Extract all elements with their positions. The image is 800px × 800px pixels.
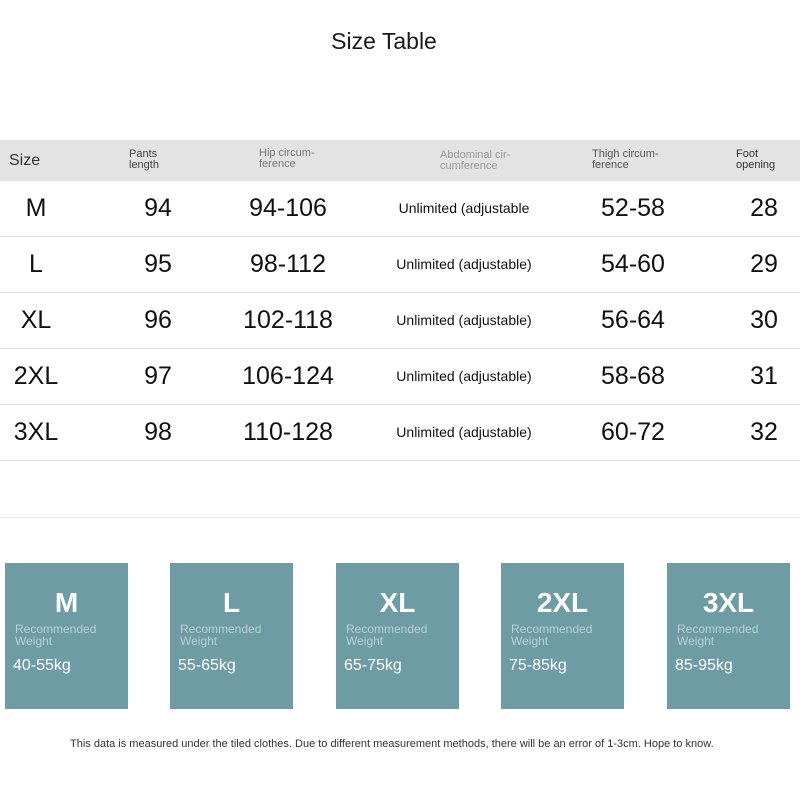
cell-size: 3XL [13,418,59,446]
cell-size: L [29,250,43,278]
card-weight: 55-65kg [178,657,236,674]
card-label-line1: Recommended [15,622,97,636]
header-abdominal-line2: cumference [440,160,498,172]
card-weight: 75-85kg [509,657,567,674]
header-hip [259,148,315,170]
card-label [15,623,125,647]
card-size: M [54,587,79,618]
cell-thigh: 56-64 [601,306,665,334]
header-size: Size [9,152,41,169]
header-thigh-line1: Thigh circum- [592,148,659,160]
card-label-line1: Recommended [180,622,262,636]
header-pants-line2: length [129,159,159,171]
weight-card-l [170,563,293,709]
card-label-line2: Weight [511,634,549,648]
header-hip-line1: Hip circum- [259,147,315,159]
cell-pants-length: 94 [144,194,172,222]
weight-card-xl [336,563,459,709]
card-label-line1: Recommended [677,622,759,636]
cell-pants-length: 97 [144,362,172,390]
card-label [677,623,787,647]
table-row [0,293,800,349]
cell-abdominal: Unlimited (adjustable [398,200,530,216]
cell-hip: 98-112 [250,250,326,278]
cell-pants-length: 98 [144,418,172,446]
weight-card-3xl [667,563,790,709]
cell-hip: 106-124 [242,362,334,390]
cell-size: XL [20,306,52,334]
header-foot-line1: Foot [736,148,759,160]
header-pants-line1: Pants [129,148,158,160]
cell-abdominal: Unlimited (adjustable) [396,312,532,328]
cell-hip: 110-128 [243,418,333,446]
section-divider [0,517,800,518]
card-size: XL [379,587,416,618]
cell-foot: 31 [750,362,778,390]
cell-thigh: 54-60 [601,250,665,278]
card-size: L [222,587,241,618]
cell-pants-length: 95 [144,250,172,278]
card-label-line2: Weight [180,634,218,648]
cell-size: M [25,194,47,222]
card-weight: 65-75kg [344,657,402,674]
cell-thigh: 58-68 [601,362,665,390]
header-foot-line2: opening [736,159,776,171]
header-thigh-line2: ference [592,159,629,171]
table-row [0,405,800,461]
measurement-note: This data is measured under the tiled clothes. Due to different measurement methods, there will be an error of 1-3cm. Hope to know. [70,738,714,750]
header-thigh [592,149,659,171]
header-abdominal [440,150,510,172]
cell-abdominal: Unlimited (adjustable) [396,256,532,272]
cell-hip: 102-118 [243,306,333,334]
card-label-line2: Weight [15,634,53,648]
cell-foot: 29 [750,250,778,278]
table-header [0,140,800,181]
card-label-line2: Weight [677,634,715,648]
cell-abdominal: Unlimited (adjustable) [396,424,532,440]
cell-thigh: 52-58 [601,194,665,222]
table-row [0,237,800,293]
header-foot [736,149,775,171]
page-title: Size Table [331,28,437,54]
size-table [0,140,800,461]
card-size: 3XL [702,587,755,618]
header-abdominal-line1: Abdominal cir- [440,149,511,161]
card-label [346,623,456,647]
cell-thigh: 60-72 [601,418,665,446]
cell-foot: 32 [750,418,778,446]
weight-card-2xl [501,563,624,709]
table-row [0,181,800,237]
header-pants-length [129,149,159,171]
weight-card-m [5,563,128,709]
card-label-line1: Recommended [511,622,593,636]
table-row [0,349,800,405]
cell-foot: 28 [750,194,778,222]
card-size: 2XL [536,587,589,618]
cell-abdominal: Unlimited (adjustable) [396,368,532,384]
card-label-line1: Recommended [346,622,428,636]
card-label [511,623,621,647]
weight-cards [0,563,800,709]
card-label-line2: Weight [346,634,384,648]
header-hip-line2: ference [259,158,296,170]
cell-size: 2XL [13,362,59,390]
card-label [180,623,290,647]
cell-pants-length: 96 [144,306,172,334]
card-weight: 40-55kg [13,657,71,674]
cell-foot: 30 [750,306,778,334]
cell-hip: 94-106 [249,194,327,222]
card-weight: 85-95kg [675,657,733,674]
